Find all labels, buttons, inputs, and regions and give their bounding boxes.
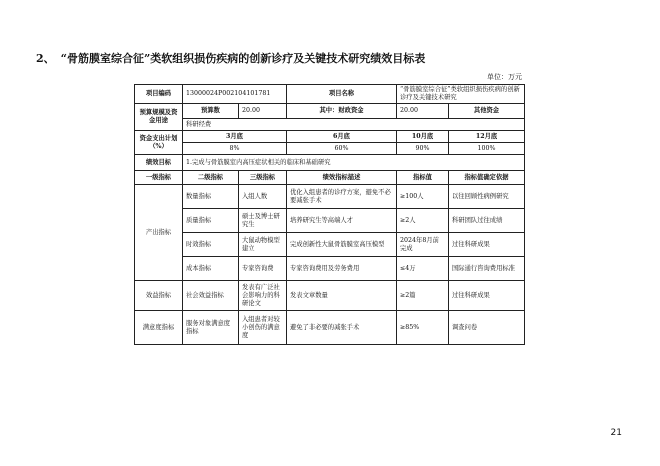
unit-note: 单位：万元 [487, 73, 522, 81]
spending-percent: 90% [397, 143, 449, 155]
spending-period: 12月底 [449, 131, 525, 143]
indicator-basis: 调查问卷 [449, 311, 525, 345]
table-row [135, 209, 525, 233]
other-funds-label: 其他资金 [449, 104, 525, 119]
table-row [135, 171, 525, 185]
indicator-description: 优化入组患者的诊疗方案，避免不必要减张手术 [287, 185, 397, 209]
table-row [135, 131, 525, 143]
budget-amount-label: 预算数 [183, 104, 239, 119]
column-header: 绩效指标描述 [287, 171, 397, 185]
column-header: 指标值 [397, 171, 449, 185]
spending-period: 3月底 [183, 131, 287, 143]
column-header: 二级指标 [183, 171, 239, 185]
table-row [135, 185, 525, 209]
indicator-basis: 科研团队过往成绩 [449, 209, 525, 233]
table-row [135, 281, 525, 311]
spending-period: 6月底 [287, 131, 397, 143]
column-header: 三级指标 [239, 171, 287, 185]
column-header: 指标值确定依据 [449, 171, 525, 185]
page-number: 21 [610, 428, 622, 438]
purpose-value: 科研经费 [183, 119, 525, 131]
page-title [36, 50, 636, 66]
level2-indicator: 社会效益指标 [183, 281, 239, 311]
indicator-value: ≤4万 [397, 257, 449, 281]
indicator-description: 专家咨询费用及劳务费用 [287, 257, 397, 281]
performance-table [134, 84, 525, 345]
indicator-value: ≥85% [397, 311, 449, 345]
indicator-description: 发表文章数量 [287, 281, 397, 311]
project-code-value: 13000024P002104101781 [183, 85, 287, 104]
goal-label: 绩效目标 [135, 155, 183, 171]
table-row [135, 119, 525, 131]
spending-plan-label: 资金支出计划（%） [135, 131, 183, 155]
level2-indicator: 质量指标 [183, 209, 239, 233]
table-row [135, 143, 525, 155]
indicator-basis: 国际通行咨询费用标准 [449, 257, 525, 281]
table-row [135, 257, 525, 281]
table-title: “骨筋膜室综合征”类软组织损伤疾病的创新诊疗及关键技术研究绩效目标表 [60, 52, 426, 65]
spending-percent: 60% [287, 143, 397, 155]
budget-amount-value: 20.00 [239, 104, 287, 119]
level3-indicator: 专家咨询费 [239, 257, 287, 281]
level2-indicator: 时效指标 [183, 233, 239, 257]
table-row [135, 155, 525, 171]
indicator-basis: 过往科研成果 [449, 233, 525, 257]
level3-indicator: 入组患者对较小创伤的满意度 [239, 311, 287, 345]
spending-period: 10月底 [397, 131, 449, 143]
level1-indicator: 效益指标 [135, 281, 183, 311]
level3-indicator: 硕士及博士研究生 [239, 209, 287, 233]
indicator-value: ≥2人 [397, 209, 449, 233]
column-header: 一级指标 [135, 171, 183, 185]
level3-indicator: 发表有广泛社会影响力的科研论文 [239, 281, 287, 311]
level3-indicator: 大鼠动物模型建立 [239, 233, 287, 257]
table-row [135, 85, 525, 104]
level2-indicator: 成本指标 [183, 257, 239, 281]
level1-indicator: 满意度指标 [135, 311, 183, 345]
table-row [135, 311, 525, 345]
indicator-value: ≥100人 [397, 185, 449, 209]
fiscal-funds-value: 20.00 [397, 104, 449, 119]
indicator-value: 2024年8月前完成 [397, 233, 449, 257]
goal-value: 1.完成与骨筋膜室内高压症状相关的临床和基础研究 [183, 155, 525, 171]
fiscal-funds-label: 其中：财政资金 [287, 104, 397, 119]
table-row [135, 233, 525, 257]
indicator-description: 避免了非必要的减张手术 [287, 311, 397, 345]
level3-indicator: 入组人数 [239, 185, 287, 209]
indicator-value: ≥2篇 [397, 281, 449, 311]
project-name-value: “骨筋膜室综合征”类软组织损伤疾病的创新诊疗及关键技术研究 [397, 85, 525, 104]
spending-percent: 100% [449, 143, 525, 155]
indicator-basis: 过往科研成果 [449, 281, 525, 311]
spending-percent: 8% [183, 143, 287, 155]
table-row [135, 104, 525, 119]
level1-indicator: 产出指标 [135, 185, 183, 281]
budget-scale-label: 预算规模及资金用途 [135, 104, 183, 131]
level2-indicator: 数量指标 [183, 185, 239, 209]
section-number: 2、 [36, 52, 55, 65]
project-name-label: 项目名称 [287, 85, 397, 104]
level2-indicator: 服务对象满意度指标 [183, 311, 239, 345]
project-code-label: 项目编码 [135, 85, 183, 104]
indicator-description: 完成创新性大鼠骨筋膜室高压模型 [287, 233, 397, 257]
indicator-basis: 以往回顾性病例研究 [449, 185, 525, 209]
indicator-description: 培养研究生等高端人才 [287, 209, 397, 233]
